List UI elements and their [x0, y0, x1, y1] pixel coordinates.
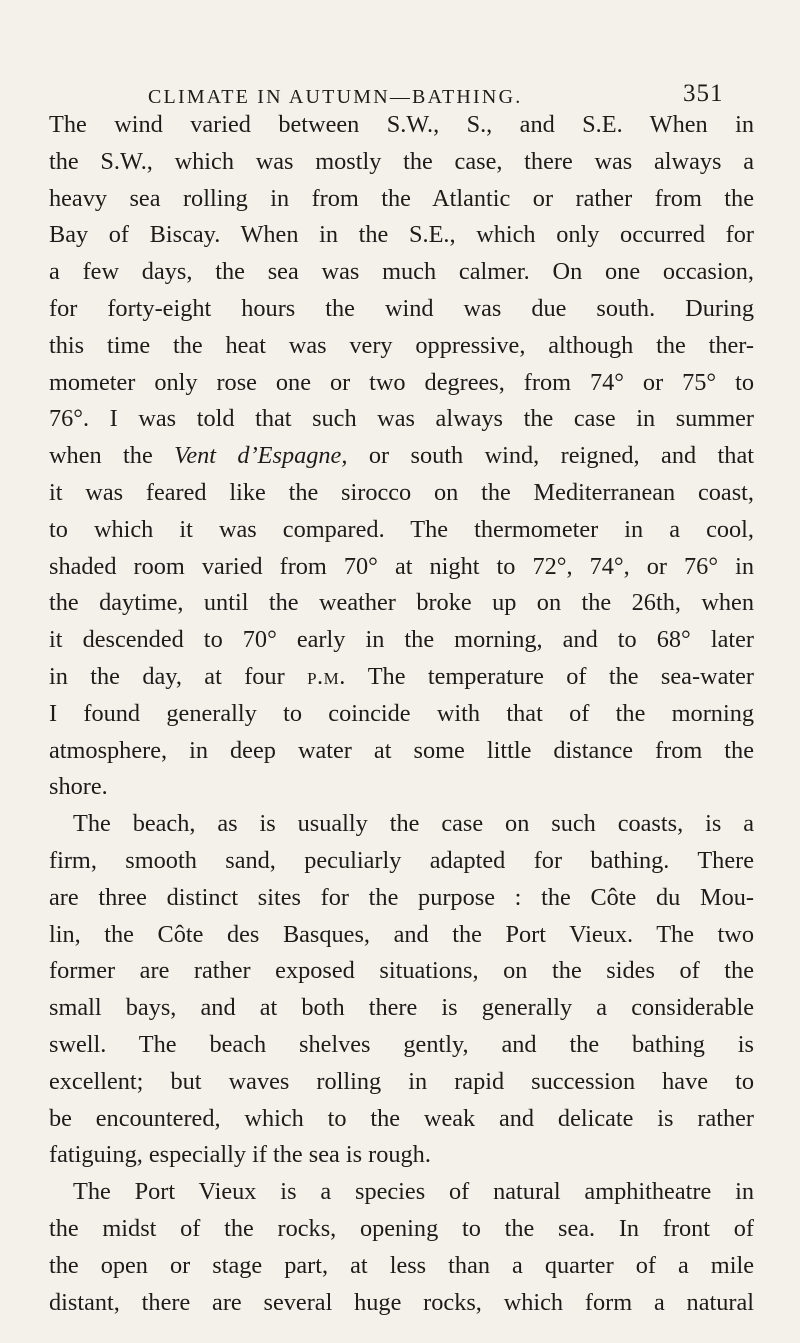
text-segment: lin, the Côte des Basques, and the Port Vieux. The two [49, 920, 754, 948]
text-line [49, 438, 754, 475]
text-line [49, 291, 754, 328]
text-line [49, 181, 754, 218]
text-line [49, 1285, 754, 1322]
text-line [49, 585, 754, 622]
text-line [49, 512, 754, 549]
text-segment: 76°. I was told that such was always the case in summer [49, 405, 754, 433]
text-line [49, 549, 754, 586]
text-line [49, 328, 754, 365]
text-segment: when the [49, 442, 175, 470]
text-segment: former are rather exposed situations, on the sides of the [49, 957, 754, 985]
text-line [49, 107, 754, 144]
text-segment: The beach, as is usually the case on such coasts, is a [73, 810, 754, 838]
paragraph [49, 806, 754, 1174]
text-segment: shaded room varied from 70° at night to 72°, 74°, or 76° in [49, 552, 754, 580]
text-line [49, 1027, 754, 1064]
text-segment: The temperature of the sea-water [345, 662, 755, 690]
text-segment: be encountered, which to the weak and delicate is rather [49, 1104, 754, 1132]
italic-phrase: Vent d’Espagne, [174, 442, 348, 470]
text-line [49, 1174, 754, 1211]
text-segment: it was feared like the sirocco on the Mediterranean coast, [49, 478, 754, 506]
text-segment: to which it was compared. The thermometer in a cool, [49, 515, 754, 543]
text-segment: mometer only rose one or two degrees, from 74° or 75° to [49, 368, 754, 396]
text-line [49, 365, 754, 402]
text-segment: the open or stage part, at less than a quarter of a mile [49, 1251, 754, 1279]
text-line [49, 953, 754, 990]
small-caps-text: p.m. [307, 662, 346, 690]
text-line [49, 1064, 754, 1101]
text-segment: the midst of the rocks, opening to the sea. In front of [49, 1214, 754, 1242]
paragraph [49, 1174, 754, 1321]
text-segment: fatiguing, especially if the sea is rough. [49, 1141, 431, 1169]
text-segment: swell. The beach shelves gently, and the bathing is [49, 1030, 754, 1058]
text-line [49, 1211, 754, 1248]
text-line [49, 144, 754, 181]
text-segment: heavy sea rolling in from the Atlantic or rather from the [49, 184, 754, 212]
text-line [49, 1101, 754, 1138]
text-segment: firm, smooth sand, peculiarly adapted for bathing. There [49, 846, 754, 874]
text-line [49, 475, 754, 512]
page-number: 351 [683, 80, 724, 107]
text-segment: I found generally to coincide with that of the morning [49, 699, 754, 727]
text-segment: shore. [49, 773, 108, 801]
text-segment: a few days, the sea was much calmer. On one occasion, [49, 258, 754, 286]
text-segment: atmosphere, in deep water at some little distance from the [49, 736, 754, 764]
running-title: CLIMATE IN AUTUMN—BATHING. [148, 86, 523, 108]
text-line [49, 880, 754, 917]
text-line [49, 254, 754, 291]
text-segment: in the day, at four [49, 662, 308, 690]
text-segment: small bays, and at both there is generally a considerable [49, 994, 754, 1022]
text-segment: The Port Vieux is a species of natural amphitheatre in [73, 1178, 754, 1206]
text-line [49, 769, 754, 806]
text-line [49, 917, 754, 954]
text-segment: the S.W., which was mostly the case, there was always a [49, 147, 754, 175]
text-line [49, 217, 754, 254]
text-segment: are three distinct sites for the purpose : the Côte du Mou- [49, 883, 754, 911]
text-line [49, 990, 754, 1027]
text-line [49, 622, 754, 659]
text-line [49, 401, 754, 438]
text-segment: the daytime, until the weather broke up on the 26th, when [49, 589, 754, 617]
text-line [49, 696, 754, 733]
text-line [49, 1248, 754, 1285]
text-segment: this time the heat was very oppressive, although the ther- [49, 331, 754, 359]
text-segment: it descended to 70° early in the morning, and to 68° later [49, 626, 754, 654]
text-line [49, 733, 754, 770]
text-segment: for forty-eight hours the wind was due south. During [49, 294, 754, 322]
paragraph [49, 107, 754, 806]
text-line [49, 659, 754, 696]
text-segment: or south wind, reigned, and that [347, 442, 754, 470]
text-segment: excellent; but waves rolling in rapid succession have to [49, 1067, 754, 1095]
text-line [49, 843, 754, 880]
body-text [49, 107, 754, 1321]
text-segment: distant, there are several huge rocks, which form a natural [49, 1288, 754, 1316]
text-line [49, 806, 754, 843]
text-segment: Bay of Biscay. When in the S.E., which only occurred for [49, 221, 754, 249]
text-line [49, 1137, 754, 1174]
text-segment: The wind varied between S.W., S., and S.E. When in [49, 111, 754, 138]
